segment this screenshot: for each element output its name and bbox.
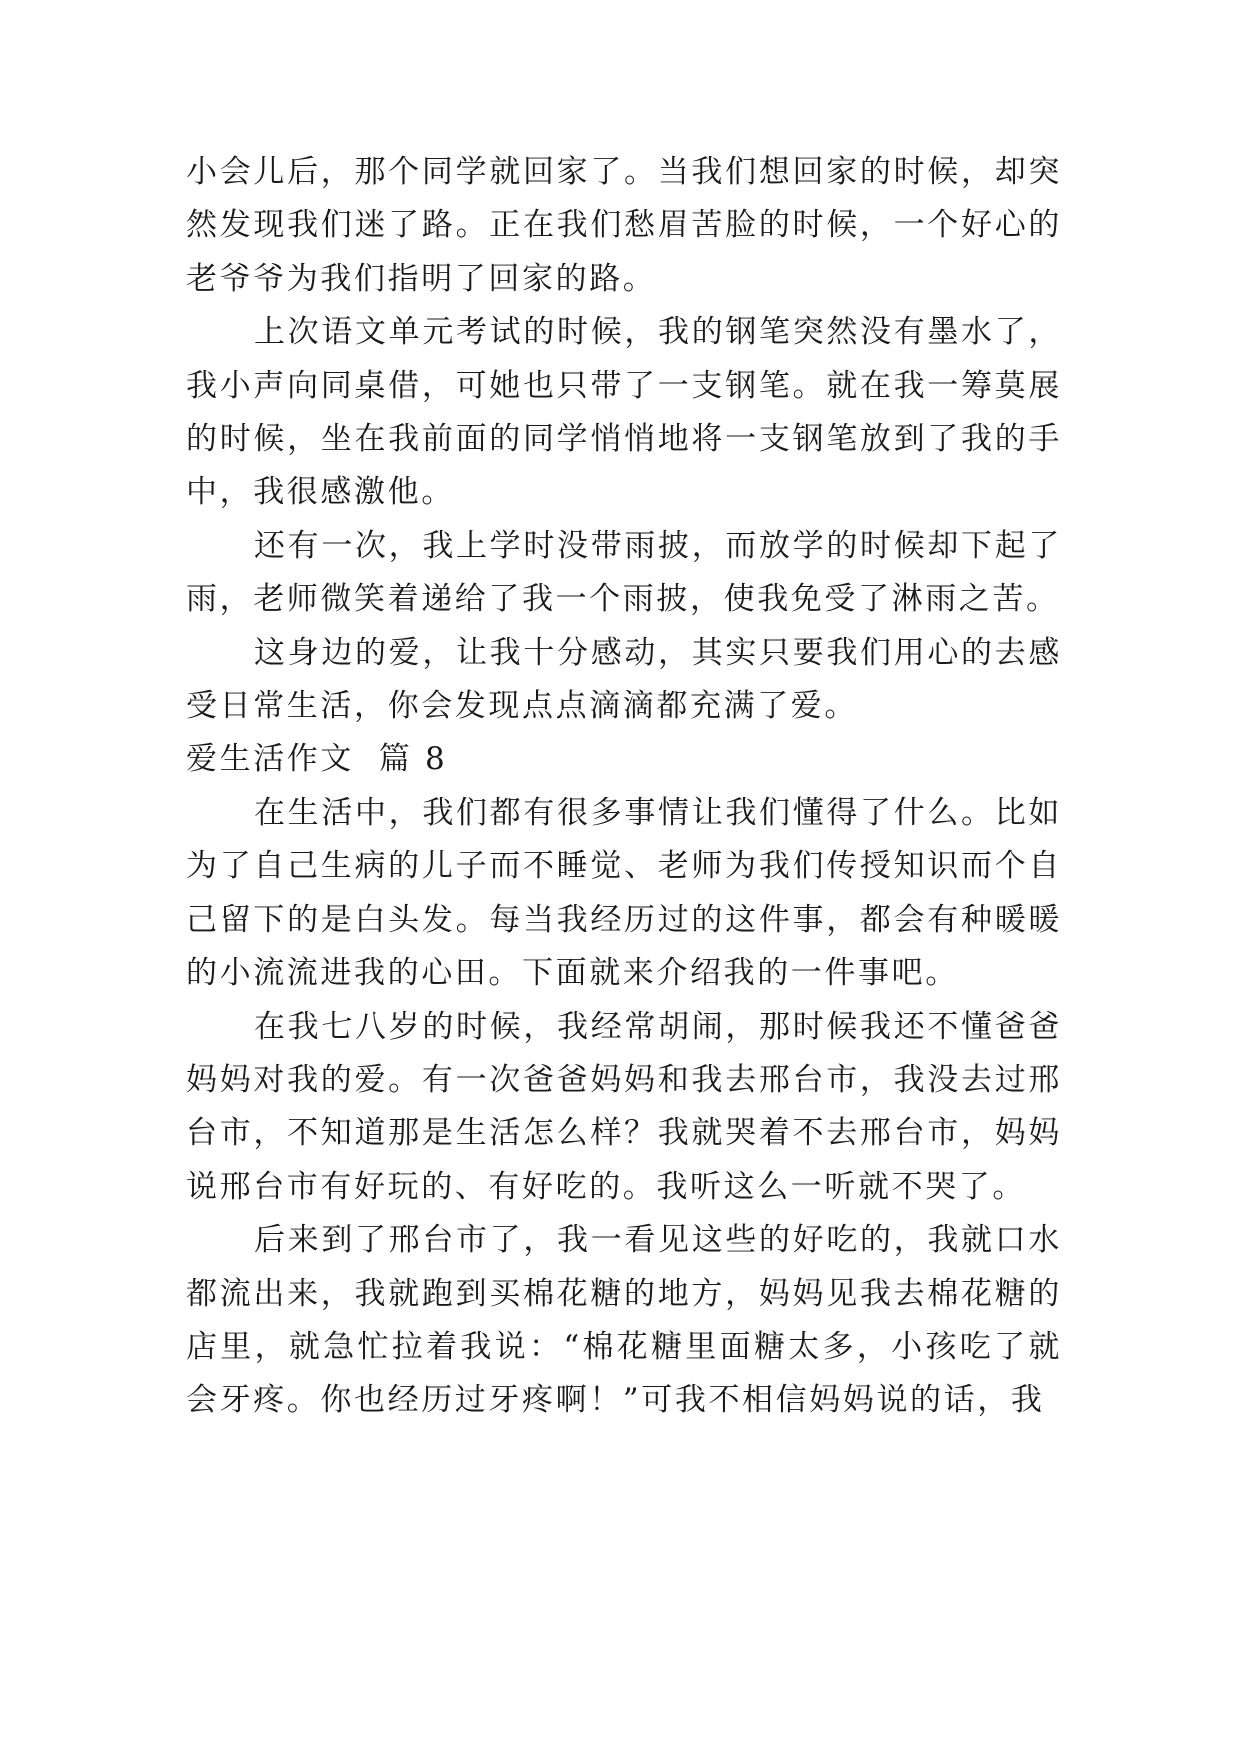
paragraph-cotton-candy: 后来到了邢台市了，我一看见这些的好吃的，我就口水都流出来，我就跑到买棉花糖的地方，妈妈见我去棉花糖的店里，就急忙拉着我说：“棉花糖里面糖太多，小孩吃了就会牙疼。你也经历过牙疼啊！”可我不相信妈妈说的话，我 (186, 1222, 1062, 1419)
paragraph-pen-story: 上次语文单元考试的时候，我的钢笔突然没有墨水了，我小声向同桌借，可她也只带了一支钢笔。就在我一筹莫展的时候，坐在我前面的同学悄悄地将一支钢笔放到了我的手中，我很感激他。 (186, 314, 1062, 511)
paragraph-continued: 小会儿后，那个同学就回家了。当我们想回家的时候，却突然发现我们迷了路。正在我们愁眉苦脸的时候，一个好心的老爷爷为我们指明了回家的路。 (186, 154, 1062, 297)
paragraph-intro: 在生活中，我们都有很多事情让我们懂得了什么。比如为了自己生病的儿子而不睡觉、老师为我们传授知识而个自己留下的是白头发。每当我经历过的这件事，都会有种暖暖的小流流进我的心田。下面就来介绍我的一件事吧。 (186, 794, 1062, 992)
section-heading: 爱生活作文 篇 8 (186, 741, 448, 778)
paragraph-conclusion: 这身边的爱，让我十分感动，其实只要我们用心的去感受日常生活，你会发现点点滴滴都充满了爱。 (186, 634, 1062, 725)
paragraph-raincoat-story: 还有一次，我上学时没带雨披，而放学的时候却下起了雨，老师微笑着递给了我一个雨披，使我免受了淋雨之苦。 (186, 527, 1062, 618)
paragraph-xingtai-trip: 在我七八岁的时候，我经常胡闹，那时候我还不懂爸爸妈妈对我的爱。有一次爸爸妈妈和我去邢台市，我没去过邢台市，不知道那是生活怎么样？我就哭着不去邢台市，妈妈说邢台市有好玩的、有好吃的。我听这么一听就不哭了。 (186, 1008, 1062, 1205)
document-page (186, 146, 1062, 1428)
